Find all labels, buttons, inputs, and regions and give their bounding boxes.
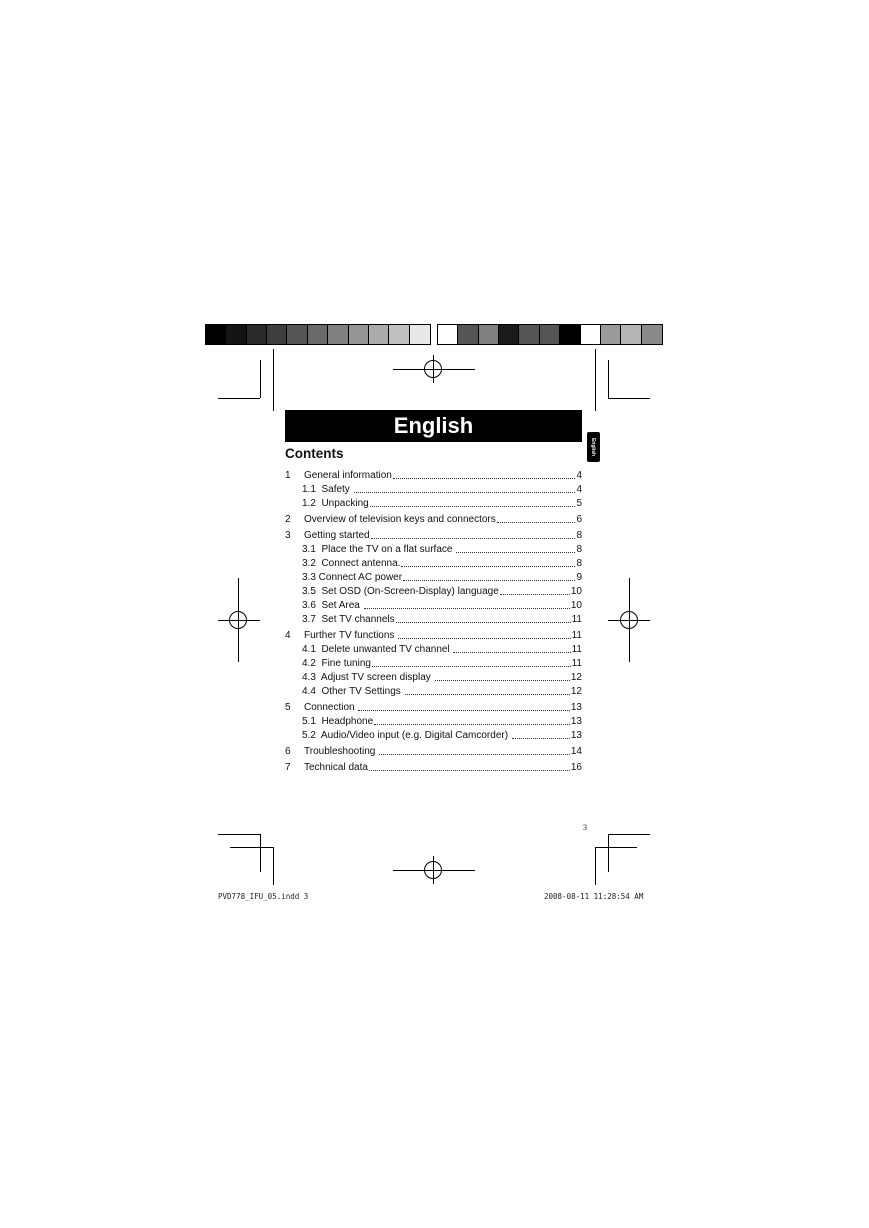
toc-leader-dots [372,666,571,667]
crop-mark [273,349,274,411]
toc-page: 8 [576,544,582,555]
toc-label: 1.2 Unpacking [302,498,369,509]
toc-number: 2 [285,514,291,525]
toc-leader-dots [435,680,570,681]
toc-leader-dots [374,724,570,725]
color-swatch [519,325,539,344]
toc-entry [285,469,582,482]
crop-mark [608,834,609,872]
toc-leader-dots [497,522,576,523]
toc-subentry [302,571,582,584]
toc-entry [285,629,582,642]
color-swatch [206,325,226,344]
toc-page: 11 [571,644,582,655]
toc-leader-dots [500,594,570,595]
toc-leader-dots [371,538,576,539]
toc-page: 13 [570,716,582,727]
toc-label: 3.2 Connect antenna. [302,558,401,569]
color-swatch [287,325,307,344]
toc-subentry [302,557,582,570]
toc-leader-dots [453,652,570,653]
color-swatch [540,325,560,344]
toc-leader-dots [512,738,570,739]
color-swatch [479,325,499,344]
toc-label: 3.5 Set OSD (On-Screen-Display) language [302,586,499,597]
color-swatch [328,325,348,344]
toc-entry [285,701,582,714]
color-swatch [308,325,328,344]
toc-leader-dots [401,566,575,567]
toc-page: 14 [570,746,582,757]
contents-heading: Contents [285,446,344,461]
toc-label: General information [304,470,392,481]
toc-label: 1.1 Safety [302,484,353,495]
color-calibration-bar-left [205,324,431,345]
toc-page: 11 [571,658,582,669]
crop-mark [260,834,261,872]
toc-leader-dots [393,478,576,479]
color-swatch [499,325,519,344]
crop-mark [218,834,260,835]
color-swatch [247,325,267,344]
color-swatch [581,325,601,344]
crop-mark [595,349,596,411]
toc-subentry [302,685,582,698]
language-tab: English [587,432,600,462]
crop-mark [218,398,260,399]
toc-page: 8 [576,530,582,541]
toc-label: 3.7 Set TV channels [302,614,395,625]
toc-page: 10 [570,600,582,611]
toc-leader-dots [405,694,570,695]
toc-subentry [302,497,582,510]
color-swatch [267,325,287,344]
toc-leader-dots [358,710,570,711]
slug-date: 2008-08-11 11:28:54 AM [544,892,644,901]
crop-mark [230,847,274,848]
toc-leader-dots [354,492,576,493]
toc-number: 7 [285,762,291,773]
toc-number: 6 [285,746,291,757]
toc-subentry [302,715,582,728]
toc-page: 6 [576,514,582,525]
crop-mark [273,847,274,885]
toc-leader-dots [369,770,570,771]
slug-file: PVD778_IFU_05.indd 3 [218,892,309,901]
toc-label: Further TV functions [304,630,398,641]
toc-label: Technical data [304,762,368,773]
color-swatch [601,325,621,344]
toc-leader-dots [364,608,570,609]
toc-label: 3.6 Set Area [302,600,363,611]
toc-subentry [302,483,582,496]
toc-subentry [302,657,582,670]
color-swatch [642,325,662,344]
crop-mark [608,834,650,835]
toc-leader-dots [456,552,575,553]
color-swatch [438,325,458,344]
toc-label: Connection [304,702,358,713]
toc-subentry [302,613,582,626]
color-swatch [410,325,430,344]
toc-label: Troubleshooting [304,746,379,757]
color-swatch [226,325,246,344]
crop-mark [260,360,261,398]
toc-page: 16 [570,762,582,773]
toc-label: 4.3 Adjust TV screen display [302,672,434,683]
color-swatch [369,325,389,344]
toc-label: 3.3 Connect AC power [302,572,403,583]
toc-leader-dots [370,506,576,507]
toc-leader-dots [403,580,575,581]
color-swatch [349,325,369,344]
toc-leader-dots [379,754,570,755]
toc-leader-dots [396,622,571,623]
toc-leader-dots [398,638,570,639]
toc-entry [285,513,582,526]
page-title: English [285,410,582,442]
toc-label: 3.1 Place the TV on a flat surface [302,544,456,555]
toc-label: 4.4 Other TV Settings [302,686,404,697]
toc-page: 4 [576,484,582,495]
toc-page: 5 [576,498,582,509]
toc-number: 3 [285,530,291,541]
toc-page: 4 [576,470,582,481]
toc-label: 5.2 Audio/Video input (e.g. Digital Camcorder) [302,730,511,741]
toc-entry [285,745,582,758]
color-swatch [560,325,580,344]
toc-number: 4 [285,630,291,641]
toc-subentry [302,729,582,742]
toc-page: 11 [571,614,582,625]
crop-mark [608,360,609,398]
color-calibration-bar-right [437,324,663,345]
toc-page: 9 [576,572,582,583]
toc-label: 4.2 Fine tuning [302,658,371,669]
toc-entry [285,761,582,774]
crop-mark [595,847,596,885]
color-swatch [458,325,478,344]
toc-page: 13 [570,702,582,713]
toc-page: 12 [570,686,582,697]
color-swatch [389,325,409,344]
toc-label: Overview of television keys and connectors [304,514,496,525]
toc-subentry [302,671,582,684]
toc-page: 8 [576,558,582,569]
crop-mark [595,847,637,848]
toc-subentry [302,643,582,656]
toc-page: 10 [570,586,582,597]
toc-page: 11 [571,630,582,641]
toc-label: 5.1 Headphone [302,716,374,727]
color-swatch [621,325,641,344]
toc-page: 12 [570,672,582,683]
toc-subentry [302,585,582,598]
toc-number: 1 [285,470,291,481]
toc-subentry [302,599,582,612]
toc-page: 13 [570,730,582,741]
page-number: 3 [583,823,587,832]
toc-subentry [302,543,582,556]
crop-mark [608,398,650,399]
toc-label: Getting started [304,530,370,541]
toc-entry [285,529,582,542]
toc-number: 5 [285,702,291,713]
toc-label: 4.1 Delete unwanted TV channel [302,644,453,655]
